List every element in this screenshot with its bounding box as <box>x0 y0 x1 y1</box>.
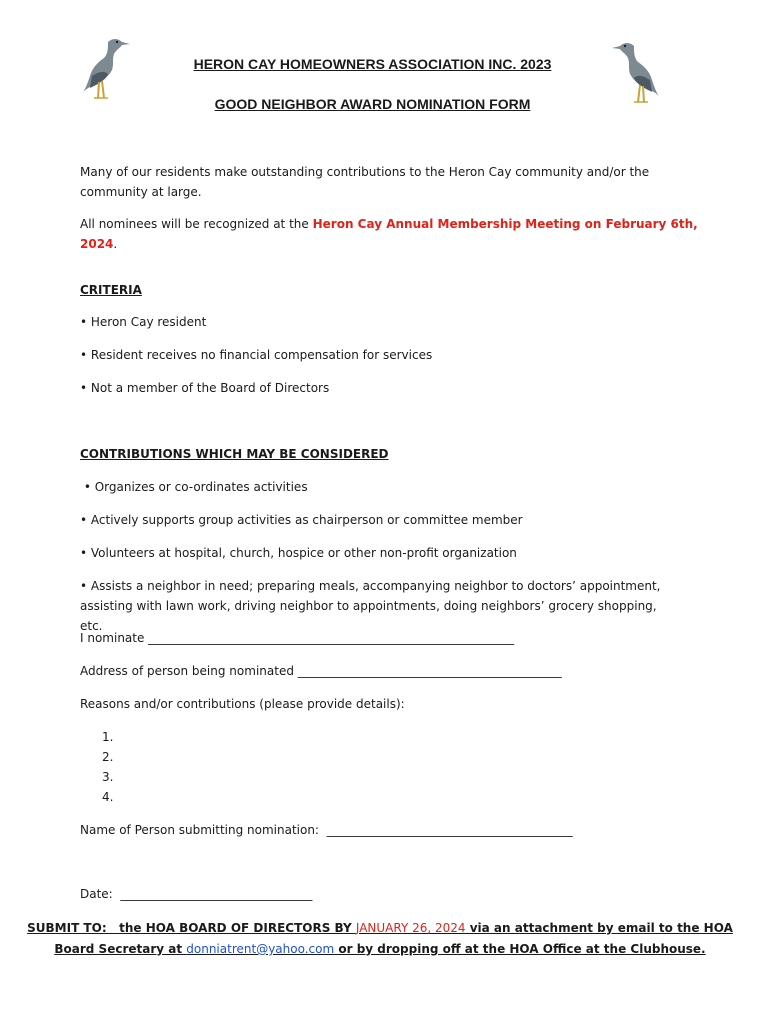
criteria-heading: CRITERIA <box>80 283 142 297</box>
submit-instructions-line2 <box>0 939 760 960</box>
submit-middle: via an attachment by email to the HOA <box>465 921 733 935</box>
submitter-field[interactable]: Name of Person submitting nomination: _________________________________________ <box>80 823 573 837</box>
reason-line-2[interactable]: 2. <box>102 750 114 764</box>
form-title: GOOD NEIGHBOR AWARD NOMINATION FORM <box>214 96 531 112</box>
submit-instructions-line1 <box>0 918 760 939</box>
recognition-suffix: . <box>113 237 118 251</box>
submit-prefix: SUBMIT TO: the HOA BOARD OF DIRECTORS BY <box>27 921 356 935</box>
criteria-item: • Resident receives no financial compensation for services <box>80 348 433 362</box>
recognition-prefix: All nominees will be recognized at the <box>80 217 313 231</box>
secretary-email-link[interactable]: donniatrent@yahoo.com <box>186 942 335 956</box>
contributions-heading: CONTRIBUTIONS WHICH MAY BE CONSIDERED <box>80 447 389 461</box>
contribution-item: • Assists a neighbor in need; preparing meals, accompanying neighbor to doctors’ appointment, assisting with lawn work, driving neighbor to appointments, doing neighbors’ grocery shopping, etc. <box>80 579 661 633</box>
meeting-highlight: Heron Cay Annual Membership Meeting on February 6th, 2024 <box>80 217 698 251</box>
nominate-field[interactable]: I nominate _____________________________________________________________ <box>80 631 515 645</box>
reason-line-1[interactable]: 1. <box>102 730 114 744</box>
address-field[interactable]: Address of person being nominated ____________________________________________ <box>80 664 562 678</box>
reason-line-3[interactable]: 3. <box>102 770 114 784</box>
recognition-paragraph <box>80 214 700 254</box>
page-title: HERON CAY HOMEOWNERS ASSOCIATION INC. 2023 <box>193 56 552 72</box>
submit-deadline: JANUARY 26, 2024 <box>355 921 466 935</box>
criteria-item: • Heron Cay resident <box>80 315 207 329</box>
contribution-item: • Actively supports group activities as chairperson or committee member <box>80 513 523 527</box>
reason-line-4[interactable]: 4. <box>102 790 114 804</box>
contribution-item: • Organizes or co-ordinates activities <box>80 480 308 494</box>
submit-line2-suffix: or by dropping off at the HOA Office at the Clubhouse. <box>334 942 706 956</box>
submit-line2-prefix: Board Secretary at <box>54 942 187 956</box>
criteria-item: • Not a member of the Board of Directors <box>80 381 330 395</box>
intro-paragraph: Many of our residents make outstanding contributions to the Heron Cay community and/or the community at large. <box>80 165 650 199</box>
contribution-item: • Volunteers at hospital, church, hospice or other non-profit organization <box>80 546 517 560</box>
reasons-label: Reasons and/or contributions (please provide details): <box>80 697 405 711</box>
date-field[interactable]: Date: ________________________________ <box>80 887 313 901</box>
